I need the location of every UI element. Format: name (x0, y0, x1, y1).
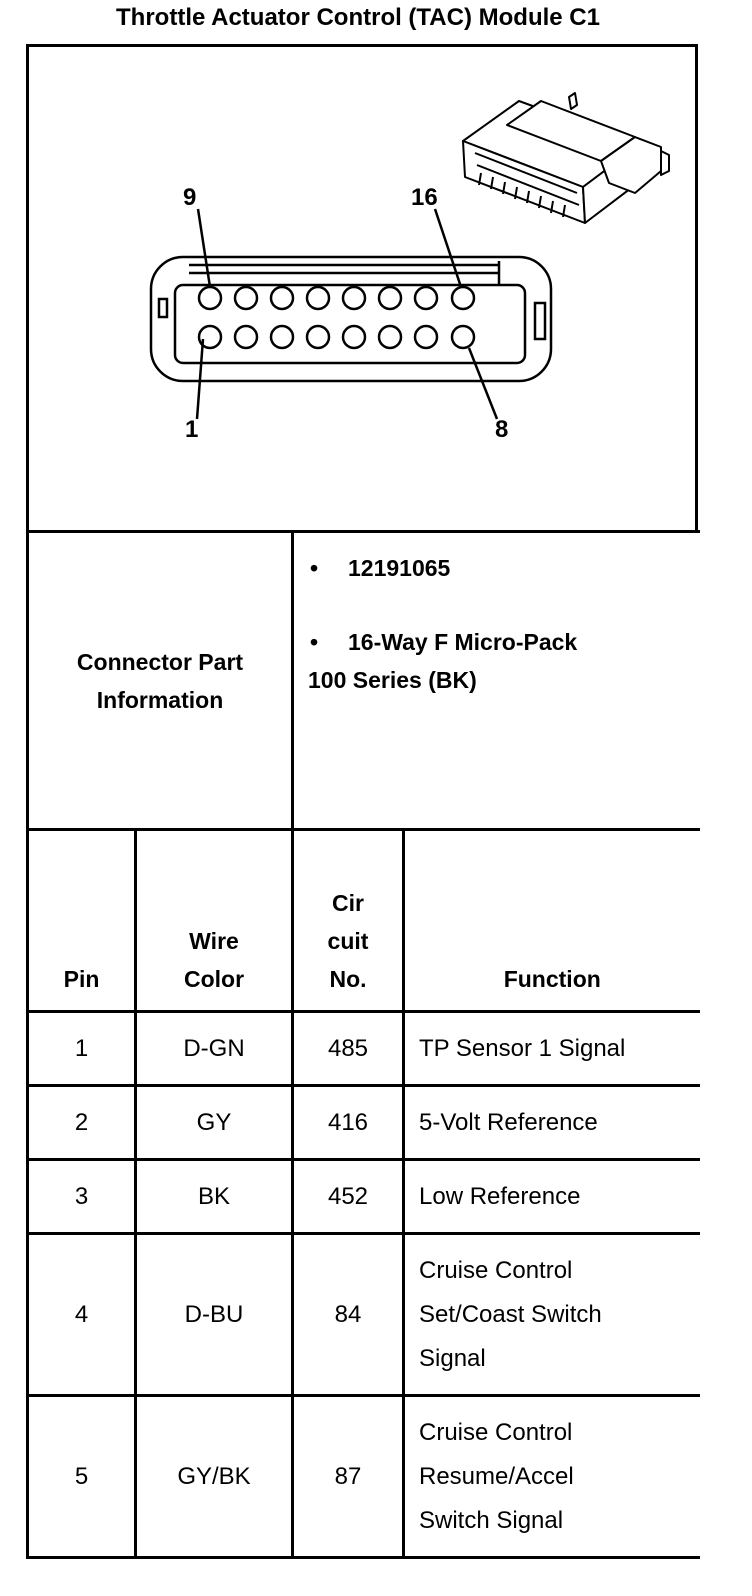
cell-function: Cruise Control Set/Coast Switch Signal (404, 1234, 700, 1396)
cell-circuit: 87 (293, 1396, 404, 1558)
cell-circuit: 452 (293, 1160, 404, 1234)
cell-pin: 4 (28, 1234, 136, 1396)
connector-diagram (29, 47, 701, 533)
header-function: Function (404, 830, 700, 1012)
cell-pin: 3 (28, 1160, 136, 1234)
header-wire-color: Wire Color (136, 830, 293, 1012)
cell-function: Low Reference (404, 1160, 700, 1234)
header-pin: Pin (28, 830, 136, 1012)
connector-info-label (28, 532, 293, 830)
connector-description-line2: 100 Series (BK) (308, 667, 477, 693)
cell-wire-color: GY/BK (136, 1396, 293, 1558)
connector-face (151, 257, 551, 381)
connector-info-values (293, 532, 700, 830)
cell-pin: 1 (28, 1012, 136, 1086)
table-row (28, 1234, 700, 1396)
pin-label-1: 1 (185, 416, 199, 443)
bullet: • (310, 629, 319, 655)
cell-wire-color: GY (136, 1086, 293, 1160)
table-header-row (28, 830, 700, 1012)
cell-wire-color: D-BU (136, 1234, 293, 1396)
cell-function: Cruise Control Resume/Accel Switch Signal (404, 1396, 700, 1558)
pin-cavities (199, 287, 474, 348)
connector-info-row (28, 532, 700, 830)
table-row (28, 1160, 700, 1234)
page-title: Throttle Actuator Control (TAC) Module C1 (116, 4, 600, 31)
cell-function: 5-Volt Reference (404, 1086, 700, 1160)
cell-pin: 2 (28, 1086, 136, 1160)
pin-leader-lines (197, 209, 497, 419)
pin-label-9: 9 (183, 184, 197, 211)
pin-label-8: 8 (495, 416, 509, 443)
cell-circuit: 84 (293, 1234, 404, 1396)
bullet: • (310, 555, 319, 581)
cell-wire-color: BK (136, 1160, 293, 1234)
cell-circuit: 485 (293, 1012, 404, 1086)
connector-info-label-text: Connector Part Information (76, 648, 244, 713)
cell-function: TP Sensor 1 Signal (404, 1012, 700, 1086)
table-row (28, 1012, 700, 1086)
header-circuit-no: Cir cuit No. (293, 830, 404, 1012)
connector-description-line1: 16-Way F Micro-Pack (348, 629, 578, 655)
connector-part-number: 12191065 (348, 555, 451, 581)
pinout-table (26, 530, 700, 1559)
cell-wire-color: D-GN (136, 1012, 293, 1086)
table-row (28, 1086, 700, 1160)
connector-isometric-icon (463, 93, 669, 223)
cell-circuit: 416 (293, 1086, 404, 1160)
table-row (28, 1396, 700, 1558)
connector-diagram-panel (26, 44, 698, 530)
pin-label-16: 16 (411, 184, 438, 211)
cell-pin: 5 (28, 1396, 136, 1558)
